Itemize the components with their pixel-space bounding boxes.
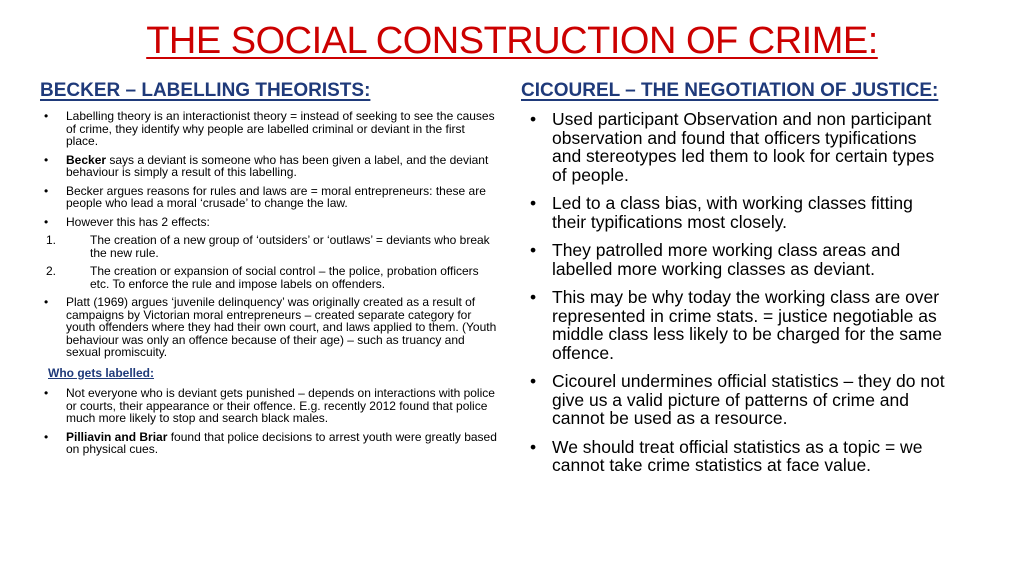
list-item: [40, 387, 500, 425]
cicourel-column: [530, 110, 950, 485]
list-item: [530, 241, 950, 278]
becker-column: [40, 110, 500, 462]
list-item-rest: says a deviant is someone who has been given a label, and the deviant behaviour is simply a result of this labelling.: [66, 152, 489, 179]
list-item: [40, 185, 500, 210]
list-item-text: We should treat official statistics as a topic = we cannot take crime statistics at face value.: [552, 436, 923, 475]
who-gets-labelled-subheading: Who gets labelled:: [48, 365, 155, 380]
numbered-item: [40, 265, 500, 290]
bullet-marker: •: [44, 295, 49, 309]
list-item: [530, 288, 950, 362]
numbered-item: [40, 234, 500, 259]
bullet-marker: •: [530, 109, 537, 129]
list-item: [40, 110, 500, 148]
list-item: [530, 372, 950, 428]
cicourel-heading: CICOUREL – THE NEGOTIATION OF JUSTICE:: [521, 80, 939, 101]
number-marker: 2.: [46, 264, 57, 278]
list-item-text: However this has 2 effects:: [66, 214, 210, 229]
bullet-marker: •: [44, 152, 49, 167]
bold-name: Becker: [66, 152, 107, 167]
list-item-text: [66, 154, 500, 179]
list-item-text: Platt (1969) argues ‘juvenile delinquency’ was originally created as a result of campaigns by Victorian moral entrepreneurs – created separate category for youth offenders where they had their own court, and laws applied to them. (Youth behaviour was only an offence because of their age) – such as truancy and sexual promiscuity.: [66, 295, 497, 359]
bold-name: Pilliavin and Briar: [66, 429, 168, 444]
bullet-marker: •: [44, 214, 49, 229]
list-item-rest: found that police decisions to arrest youth were greatly based on physical cues.: [66, 429, 497, 456]
bullet-marker: •: [44, 109, 49, 123]
numbered-item-text: The creation of a new group of ‘outsiders’ or ‘outlaws’ = deviants who break the new rule.: [90, 233, 490, 260]
bullet-marker: •: [530, 287, 537, 307]
list-item-text: Used participant Observation and non participant observation and found that officers typifications and stereotypes led them to look for certain types of people.: [552, 109, 935, 185]
list-item: [40, 431, 500, 456]
list-item: [40, 154, 500, 179]
list-item: [40, 216, 500, 229]
list-item-text: [66, 431, 500, 456]
list-item-text: Cicourel undermines official statistics – they do not give us a valid picture of patterns of crime and cannot be used as a resource.: [552, 371, 945, 428]
bullet-marker: •: [44, 183, 49, 198]
bullet-marker: •: [530, 436, 537, 457]
list-item-text: Not everyone who is deviant gets punished – depends on interactions with police or courts, their appearance or their offence. E.g. recently 2012 found that police much more likely to stop and search black males.: [66, 386, 495, 425]
bullet-marker: •: [44, 386, 49, 400]
page-title: THE SOCIAL CONSTRUCTION OF CRIME:: [146, 20, 878, 62]
list-item: [530, 194, 950, 231]
list-item-text: Labelling theory is an interactionist theory = instead of seeking to see the causes of crime, they identify why people are labelled criminal or deviant in the first place.: [66, 109, 495, 148]
bullet-marker: •: [44, 429, 49, 444]
list-item-text: Led to a class bias, with working classes fitting their typifications most closely.: [552, 193, 913, 232]
list-item-text: Becker argues reasons for rules and laws are = moral entrepreneurs: these are people who lead a moral ‘crusade’ to change the law.: [66, 183, 486, 210]
bullet-marker: •: [530, 371, 537, 391]
number-marker: 1.: [46, 233, 57, 247]
list-item: [530, 110, 950, 184]
list-item: [530, 438, 950, 475]
bullet-marker: •: [530, 193, 537, 213]
bullet-marker: •: [530, 240, 537, 260]
becker-heading: BECKER – LABELLING THEORISTS:: [40, 80, 371, 101]
list-item-text: This may be why today the working class are over represented in crime stats. = justice negotiable as middle class less likely to be charged for the same offence.: [552, 287, 943, 363]
list-item: [40, 296, 500, 359]
list-item-text: They patrolled more working class areas and labelled more working classes as deviant.: [552, 240, 901, 279]
numbered-item-text: The creation or expansion of social control – the police, probation officers etc. To enforce the rule and impose labels on offenders.: [90, 264, 479, 291]
